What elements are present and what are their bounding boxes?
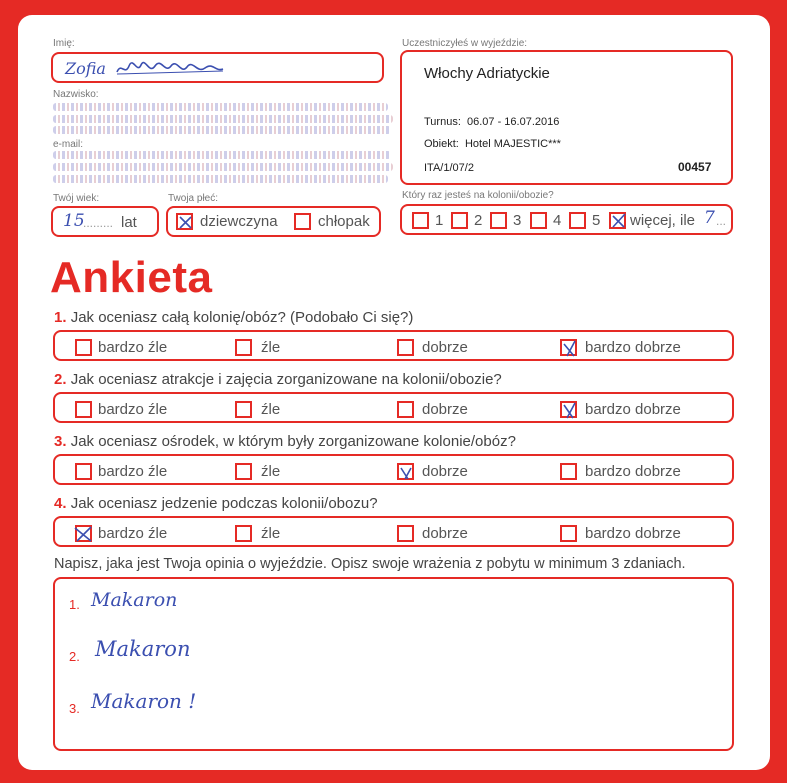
q4-option-bad: źle [261,525,281,542]
age-value: 15 [63,211,85,231]
q4-checkbox-very-good[interactable] [560,525,577,542]
check-mark-icon [73,524,95,544]
times-field [400,204,733,235]
q1-checkbox-bad[interactable] [235,339,252,356]
question-3-text: Jak oceniasz ośrodek, w którym były zorganizowane kolonie/obóz? [70,433,516,450]
check-mark-icon [610,213,627,230]
question-4-text: Jak oceniasz jedzenie podczas kolonii/obozu? [70,495,378,512]
page-title: Ankieta [50,253,213,302]
participated-label: Uczestniczyłeś w wyjeździe: [402,38,528,49]
q4-option-very-good: bardzo dobrze [585,525,681,542]
question-3-number: 3. [54,433,67,450]
q4-checkbox-very-bad[interactable] [75,525,92,542]
gender-option-girl: dziewczyna [200,213,278,230]
times-checkbox-2[interactable] [451,212,468,229]
opinion-line-1-number: 1. [69,597,80,612]
q2-checkbox-good[interactable] [397,401,414,418]
q3-checkbox-very-good[interactable] [560,463,577,480]
times-option-3: 3 [513,212,522,229]
gender-field [166,206,381,237]
question-2-number: 2. [54,371,67,388]
q3-option-very-good: bardzo dobrze [585,463,681,480]
age-dots: ......... [83,216,114,230]
q2-option-good: dobrze [422,401,468,418]
q2-option-very-good: bardzo dobrze [585,401,681,418]
name-value: Zofia [65,59,106,78]
times-checkbox-more[interactable] [609,212,626,229]
q3-checkbox-good[interactable] [397,463,414,480]
question-4-options [53,516,734,547]
surname-label: Nazwisko: [53,89,99,100]
trip-number: 00457 [678,160,712,174]
name-field[interactable] [51,52,384,83]
q4-option-very-bad: bardzo źle [98,525,168,542]
q2-option-very-bad: bardzo źle [98,401,168,418]
gender-checkbox-boy[interactable] [294,213,311,230]
question-4 [54,495,378,512]
q4-option-good: dobrze [422,525,468,542]
form-card [18,15,770,770]
times-checkbox-4[interactable] [530,212,547,229]
age-field[interactable] [51,206,159,237]
times-dots: ... [716,214,727,228]
q3-option-bad: źle [261,463,281,480]
q1-checkbox-very-bad[interactable] [75,339,92,356]
times-option-2: 2 [474,212,483,229]
question-1 [54,309,413,326]
question-2-options [53,392,734,423]
times-option-more: więcej, ile [630,212,696,229]
trip-turnus: Turnus: 06.07 - 16.07.2016 [424,116,560,128]
q2-option-bad: źle [261,401,281,418]
age-label: Twój wiek: [53,193,100,204]
q1-option-bad: źle [261,339,281,356]
trip-object: Obiekt: Hotel MAJESTIC*** [424,138,561,150]
q1-checkbox-good[interactable] [397,339,414,356]
q2-checkbox-very-bad[interactable] [75,401,92,418]
q3-option-good: dobrze [422,463,468,480]
q2-checkbox-very-good[interactable] [560,401,577,418]
q1-option-good: dobrze [422,339,468,356]
trip-title: Włochy Adriatyckie [424,65,550,82]
trip-info-box [400,50,733,185]
check-mark-icon [561,400,579,420]
opinion-line-2-number: 2. [69,649,80,664]
check-mark-icon [561,338,579,358]
redacted-email-line-1 [53,151,391,159]
question-3-options [53,454,734,485]
question-4-number: 4. [54,495,67,512]
redacted-surname-line-2 [53,115,393,123]
question-3 [54,433,516,450]
q3-option-very-bad: bardzo źle [98,463,168,480]
email-label: e-mail: [53,139,84,150]
q2-checkbox-bad[interactable] [235,401,252,418]
check-mark-icon [177,214,194,231]
opinion-line-2-text: Makaron [95,637,191,661]
times-option-5: 5 [592,212,601,229]
times-checkbox-5[interactable] [569,212,586,229]
q3-checkbox-bad[interactable] [235,463,252,480]
name-scribble [115,60,225,78]
check-mark-icon [398,464,416,482]
times-checkbox-1[interactable] [412,212,429,229]
q1-checkbox-very-good[interactable] [560,339,577,356]
times-option-4: 4 [553,212,562,229]
opinion-prompt: Napisz, jaka jest Twoja opinia o wyjeździe. Opisz swoje wrażenia z pobytu w minimum 3 zdaniach. [54,556,686,572]
redacted-email-line-2 [53,163,393,171]
redacted-surname-line-3 [53,126,391,134]
redacted-surname-line-1 [53,103,388,111]
q4-checkbox-bad[interactable] [235,525,252,542]
name-label: Imię: [53,38,75,49]
opinion-line-3-number: 3. [69,701,80,716]
opinion-line-3-text: Makaron ! [91,689,197,713]
gender-checkbox-girl[interactable] [176,213,193,230]
gender-option-boy: chłopak [318,213,370,230]
gender-label: Twoja płeć: [168,193,219,204]
times-value: 7 [704,208,715,228]
opinion-textarea[interactable] [53,577,734,751]
times-checkbox-3[interactable] [490,212,507,229]
times-label: Który raz jesteś na kolonii/obozie? [402,190,554,201]
q1-option-very-bad: bardzo źle [98,339,168,356]
opinion-line-1-text: Makaron [91,589,178,611]
q4-checkbox-good[interactable] [397,525,414,542]
question-2-text: Jak oceniasz atrakcje i zajęcia zorganizowane na kolonii/obozie? [70,371,502,388]
q3-checkbox-very-bad[interactable] [75,463,92,480]
q1-option-very-good: bardzo dobrze [585,339,681,356]
question-1-text: Jak oceniasz całą kolonię/obóz? (Podobało Ci się?) [70,309,414,326]
question-2 [54,371,502,388]
trip-code: ITA/1/07/2 [424,162,474,174]
question-1-number: 1. [54,309,67,326]
times-option-1: 1 [435,212,444,229]
age-unit: lat [121,214,137,231]
redacted-email-line-3 [53,175,388,183]
question-1-options [53,330,734,361]
